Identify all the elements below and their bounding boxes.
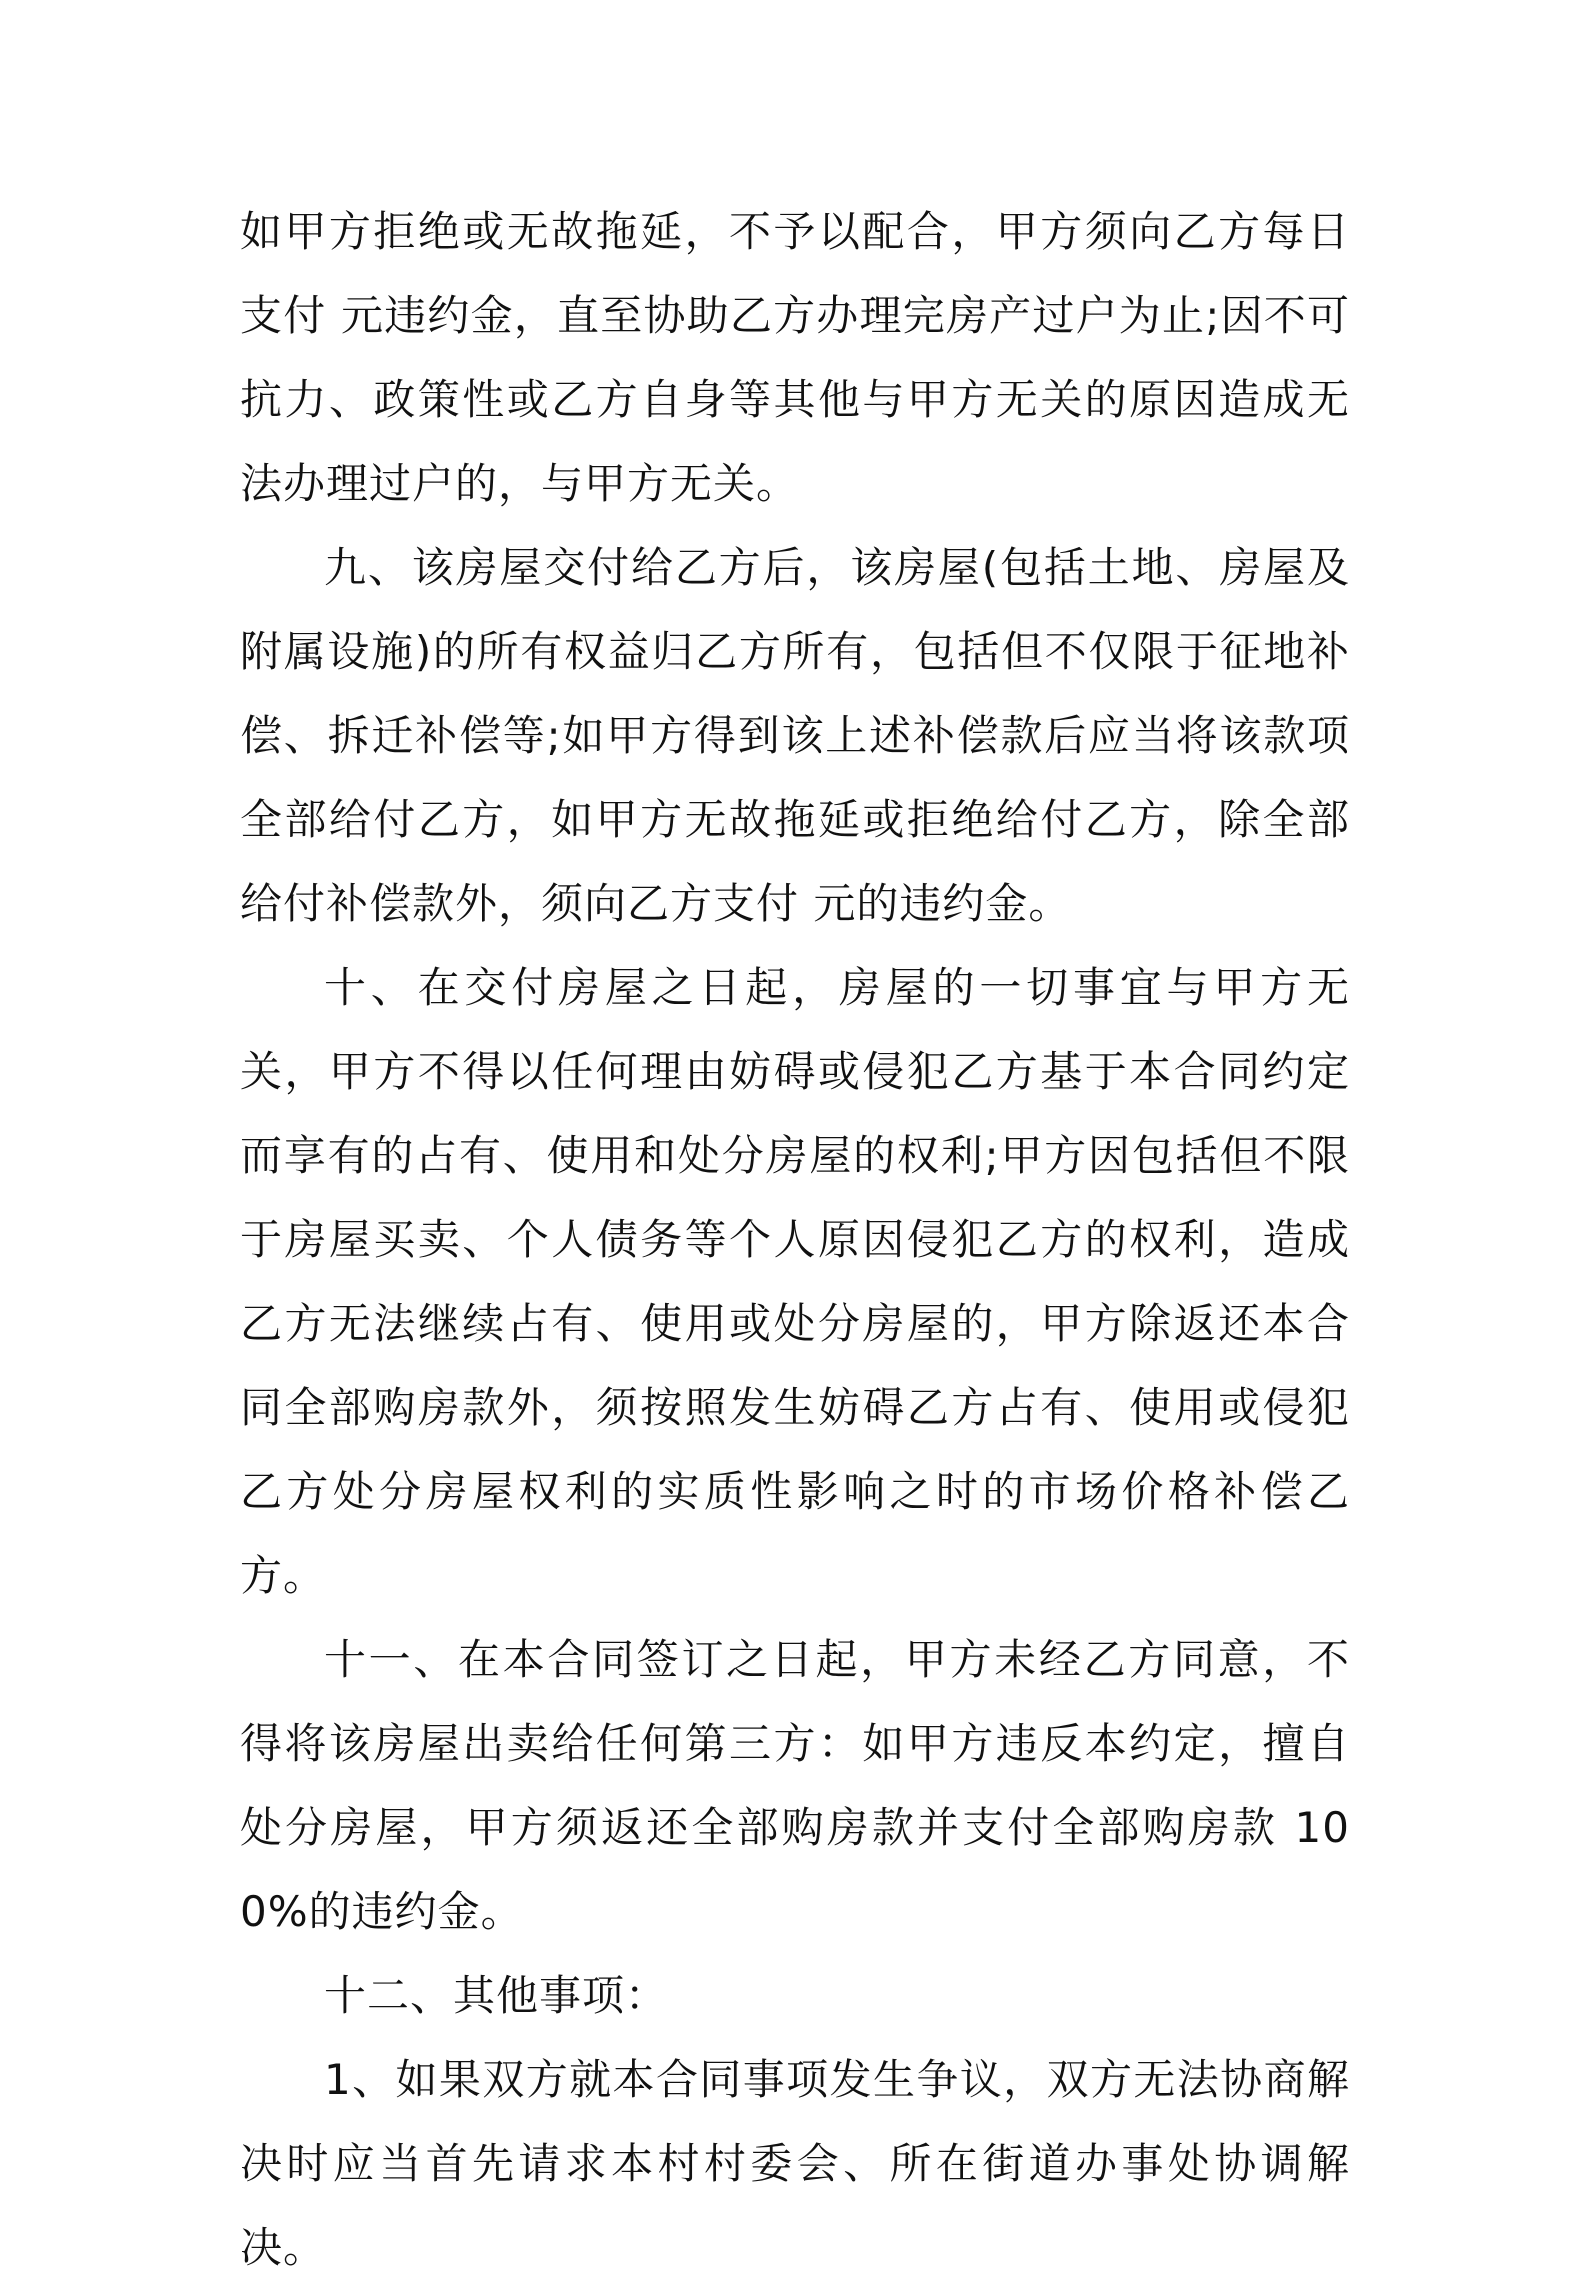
paragraph-clause-12-item-1: 1、如果双方就本合同事项发生争议，双方无法协商解决时应当首先请求本村村委会、所在街道办事处协调解决。: [240, 2055, 1350, 2272]
paragraph-clause-9: 九、该房屋交付给乙方后，该房屋(包括土地、房屋及附属设施)的所有权益归乙方所有，包括但不仅限于征地补偿、拆迁补偿等;如甲方得到该上述补偿款后应当将该款项全部给付乙方，如甲方无故拖延或拒绝给付乙方，除全部给付补偿款外，须向乙方支付 元的违约金。: [240, 543, 1350, 928]
paragraph-transfer-penalty: 如甲方拒绝或无故拖延，不予以配合，甲方须向乙方每日支付 元违约金，直至协助乙方办理完房产过户为止;因不可抗力、政策性或乙方自身等其他与甲方无关的原因造成无法办理过户的，与甲方无关。: [240, 207, 1350, 508]
paragraph-clause-10: 十、在交付房屋之日起，房屋的一切事宜与甲方无关，甲方不得以任何理由妨碍或侵犯乙方基于本合同约定而享有的占有、使用和处分房屋的权利;甲方因包括但不限于房屋买卖、个人债务等个人原因侵犯乙方的权利，造成乙方无法继续占有、使用或处分房屋的，甲方除返还本合同全部购房款外，须按照发生妨碍乙方占有、使用或侵犯乙方处分房屋权利的实质性影响之时的市场价格补偿乙方。: [240, 963, 1350, 1600]
paragraph-clause-12-heading: 十二、其他事项：: [324, 1971, 669, 2020]
paragraph-clause-11: 十一、在本合同签订之日起，甲方未经乙方同意，不得将该房屋出卖给任何第三方：如甲方违反本约定，擅自处分房屋，甲方须返还全部购房款并支付全部购房款 100%的违约金。: [240, 1635, 1350, 1936]
contract-body: [240, 190, 1350, 2290]
